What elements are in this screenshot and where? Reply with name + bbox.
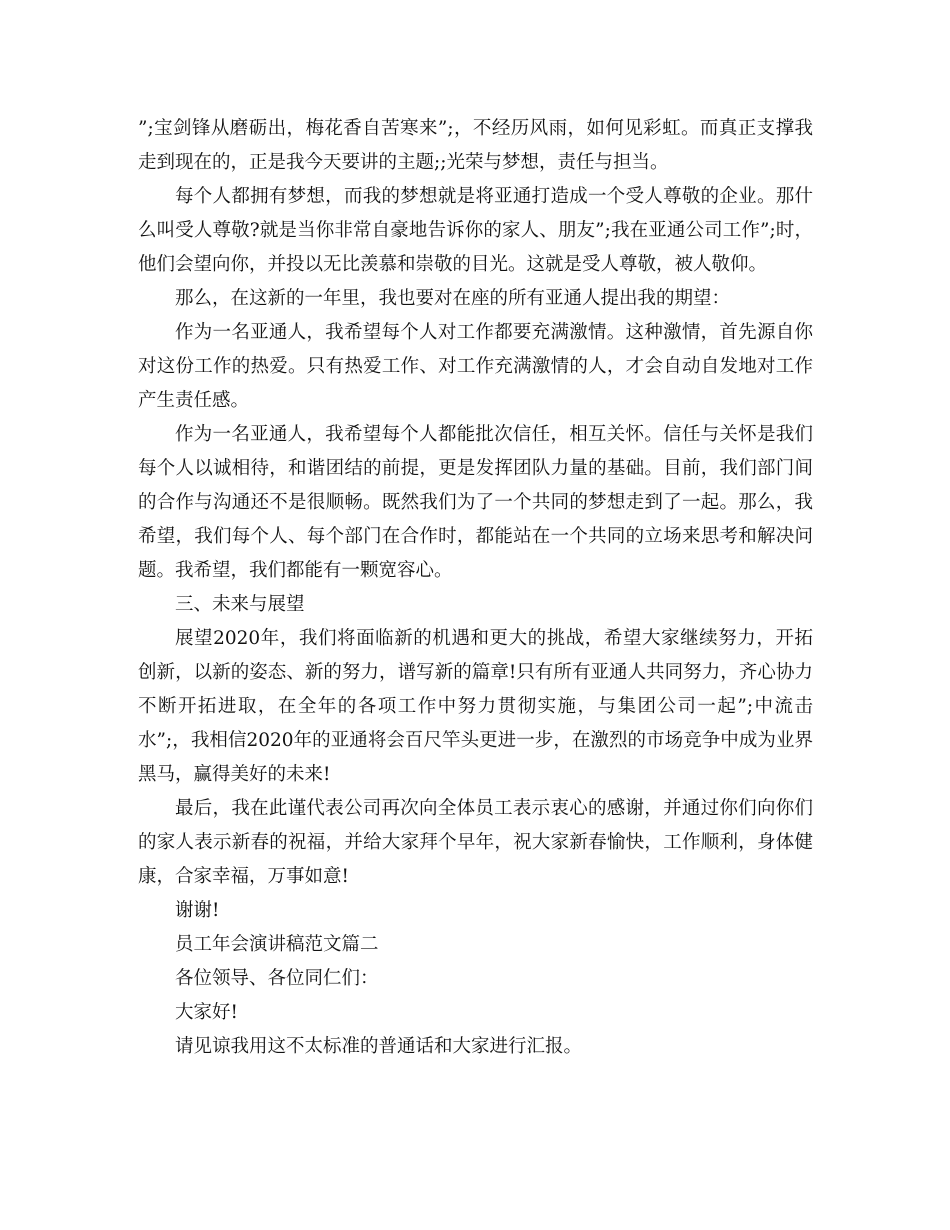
paragraph-expectation-intro: 那么，在这新的一年里，我也要对在座的所有亚通人提出我的期望： [175, 288, 731, 309]
paragraph-trust: 作为一名亚通人，我希望每个人都能批次信任，相互关怀。信任与关怀是我们每个人以诚相待，和谐团结的前提，更是发挥团队力量的基础。目前，我们部门间的合作与沟通还不是很顺畅。既然我们为了一个共同的梦想走到了一起。那么，我希望，我们每个人、每个部门在合作时，都能站在一个共同的立场来思考和解决问题。我希望，我们都能有一颗宽容心。 [138, 424, 813, 581]
paragraph-motto: ”;宝剑锋从磨砺出，梅花香自苦寒来”;，不经历风雨，如何见彩虹。而真正支撑我走到现在的，正是我今天要讲的主题;;光荣与梦想，责任与担当。 [138, 118, 813, 173]
paragraph-dream: 每个人都拥有梦想，而我的梦想就是将亚通打造成一个受人尊敬的企业。那什么叫受人尊敬?就是当你非常自豪地告诉你的家人、朋友”;我在亚通公司工作”;时，他们会望向你，并投以无比羡慕和崇敬的目光。这就是受人尊敬，被人敬仰。 [138, 186, 813, 275]
document-body [138, 112, 813, 1064]
paragraph-closing: 最后，我在此谨代表公司再次向全体员工表示衷心的感谢，并通过你们向你们的家人表示新春的祝福，并给大家拜个早年，祝大家新春愉快，工作顺利，身体健康，合家幸福，万事如意! [138, 798, 813, 887]
salutation: 各位领导、各位同仁们： [175, 968, 379, 989]
paragraph-apology: 请见谅我用这不太标准的普通话和大家进行汇报。 [175, 1036, 583, 1057]
greeting: 大家好! [175, 1002, 238, 1023]
paragraph-passion: 作为一名亚通人，我希望每个人对工作都要充满激情。这种激情，首先源自你对这份工作的热爱。只有热爱工作、对工作充满激情的人，才会自动自发地对工作产生责任感。 [138, 322, 813, 411]
paragraph-outlook: 展望2020年，我们将面临新的机遇和更大的挑战，希望大家继续努力，开拓创新，以新的姿态、新的努力，谱写新的篇章!只有所有亚通人共同努力，齐心协力不断开拓进取，在全年的各项工作中努力贯彻实施，与集团公司一起”;中流击水”;，我相信2020年的亚通将会百尺竿头更进一步，在激烈的市场竞争中成为业界黑马，赢得美好的未来! [138, 628, 813, 785]
section-heading-future: 三、未来与展望 [175, 594, 305, 615]
paragraph-thanks: 谢谢! [175, 900, 220, 921]
speech-title-two: 员工年会演讲稿范文篇二 [175, 934, 379, 955]
